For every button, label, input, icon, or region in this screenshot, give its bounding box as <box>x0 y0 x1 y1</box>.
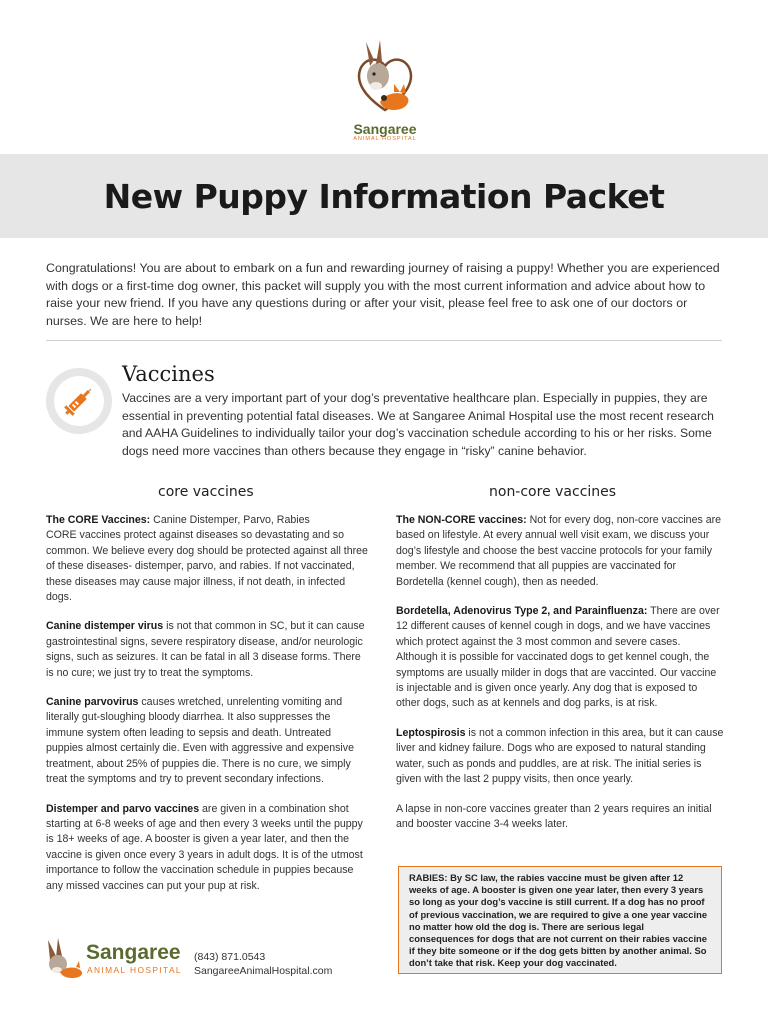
parvovirus-label: Canine parvovirus <box>46 696 139 709</box>
dog-cat-logo-icon <box>350 36 420 120</box>
page-title: New Puppy Information Packet <box>103 176 665 216</box>
bordetella-label: Bordetella, Adenovirus Type 2, and Parainfluenza: <box>396 605 648 618</box>
noncore-intro-label: The NON-CORE vaccines: <box>396 514 527 526</box>
core-intro-list: Canine Distemper, Parvo, Rabies <box>150 514 310 526</box>
bordetella-text: There are over 12 different causes of kennel cough in dogs, and we have vaccines which protect against the 3 most common and severe cases. Although it is possible for vaccinated dogs to get kennel cough, the symptoms are usually milder in dogs that are vaccinted. Our vaccine is injectable and is given once yearly. Any dog that is exposed to other dogs, such as at kennels and dog parks, is at risk. <box>396 605 720 710</box>
rabies-notice-box <box>398 866 722 974</box>
combo-vaccine-paragraph <box>46 802 368 894</box>
core-intro-label: The CORE Vaccines: <box>46 514 151 526</box>
noncore-intro-text: Not for every dog, non-core vaccines are based on lifestyle. At every annual well visit exam, we discuss your dog’s lifestyle and choose the best vaccine protocols for your family member. We recommend that all puppies are vaccinated for Bordetella (kennel cough), then as needed. <box>396 514 722 588</box>
core-intro-text: CORE vaccines protect against diseases so devastating and so common. We believe every dog should be protected against all three of these diseases- distemper, parvo, and rabies. If not vaccinated, these diseases may cause major illness, if not death, in infected dogs. <box>46 529 368 604</box>
core-intro-paragraph <box>46 513 368 605</box>
leptospirosis-text: is not a common infection in this area, but it can cause liver and kidney failure. Dogs who are exposed to natural standing water, such as ponds and puddles, are at risk. The initial series is given with the last 2 puppy visits, then once yearly. <box>396 726 724 786</box>
combo-vaccine-label: Distemper and parvo vaccines <box>46 802 200 815</box>
noncore-column <box>396 513 724 846</box>
vaccine-badge <box>46 368 112 434</box>
footer-brand-subtitle: ANIMAL HOSPITAL <box>87 965 182 975</box>
footer-brand-name: Sangaree <box>86 941 181 964</box>
vaccines-heading: Vaccines <box>122 362 215 386</box>
bordetella-paragraph <box>396 604 724 712</box>
rabies-label: RABIES: <box>409 872 448 883</box>
distemper-paragraph <box>46 619 368 681</box>
parvovirus-text: causes wretched, unrelenting vomiting and literally gut-sloughing bloody diarrhea. It also suppresses the immune system often leading to sepsis and death. Untreated puppies almost certainly die. Even with aggressive and expensive treatment, about 25% of puppies die. There is no cure, we simply treat the symptoms and try to prevent secondary infections. <box>46 696 354 786</box>
divider <box>46 340 722 341</box>
combo-vaccine-text: are given in a combination shot starting at 6-8 weeks of age and then every 3 weeks until the puppy is 18+ weeks of age. A booster is given a year later, and then the vaccine is given once every 3 years in adult dogs. It is of the utmost importance to follow the vaccination schedule in puppies because any missed vaccines can put your pup at risk. <box>46 802 363 892</box>
noncore-intro-paragraph <box>396 513 724 590</box>
intro-paragraph: Congratulations! You are about to embark on a fun and rewarding journey of raising a puppy! Whether you are experienced with dogs or a first-time dog owner, this packet will supply you with the most current information and advice about how to raise your new friend. If you have any questions during or after your visit, please feel free to ask one of our doctors or nurses. We are here to help! <box>46 261 720 328</box>
distemper-text: is not that common in SC, but it can cause gastrointestinal signs, severe respiratory disease, and/or neurologic signs, such as seizures. It can be fatal in all 3 disease forms. There is no cure; we just try to treat the symptoms. <box>46 620 365 679</box>
title-banner <box>0 154 768 238</box>
rabies-text: By SC law, the rabies vaccine must be given after 12 weeks of age. A booster is given one year later, then every 3 years so long as your dog’s vaccine is still current. If a dog has no proof of previous vaccination, we are required to give a one year vaccine no matter how old the dog is. There are serious legal consequences for dogs that are not current on their rabies vaccine if they bite someone or if the dog gets bitten by another animal. So don’t take that risk. Keep your dog vaccinated. <box>409 872 708 969</box>
footer-phone: (843) 871.0543 <box>194 951 266 963</box>
header-logo <box>340 36 430 143</box>
distemper-label: Canine distemper virus <box>46 620 164 633</box>
leptospirosis-label: Leptospirosis <box>396 726 466 739</box>
footer-contact <box>194 950 332 978</box>
vaccines-text: Vaccines are a very important part of your dog’s preventative healthcare plan. Especially in puppies, they are essential in preventing potential fatal diseases. We at Sangaree Animal Hospital use the most recent research and AAHA Guidelines to individually tailor your dog’s vaccination schedule according to his or her risks. Some dogs need more vaccines than others because they engage in “risky” canine behavior. <box>122 391 714 458</box>
brand-subtitle: ANIMAL HOSPITAL <box>353 136 417 142</box>
core-vaccines-heading: core vaccines <box>158 484 254 500</box>
footer-website-link[interactable]: SangareeAnimalHospital.com <box>194 965 333 977</box>
leptospirosis-paragraph <box>396 726 724 788</box>
syringe-icon <box>61 383 97 419</box>
brand-name: Sangaree <box>353 121 417 137</box>
parvovirus-paragraph <box>46 695 368 787</box>
noncore-vaccines-heading: non-core vaccines <box>489 484 617 500</box>
lapse-paragraph: A lapse in non-core vaccines greater than 2 years requires an initial and booster vaccine 3-4 weeks later. <box>396 802 712 830</box>
core-column <box>46 513 368 908</box>
